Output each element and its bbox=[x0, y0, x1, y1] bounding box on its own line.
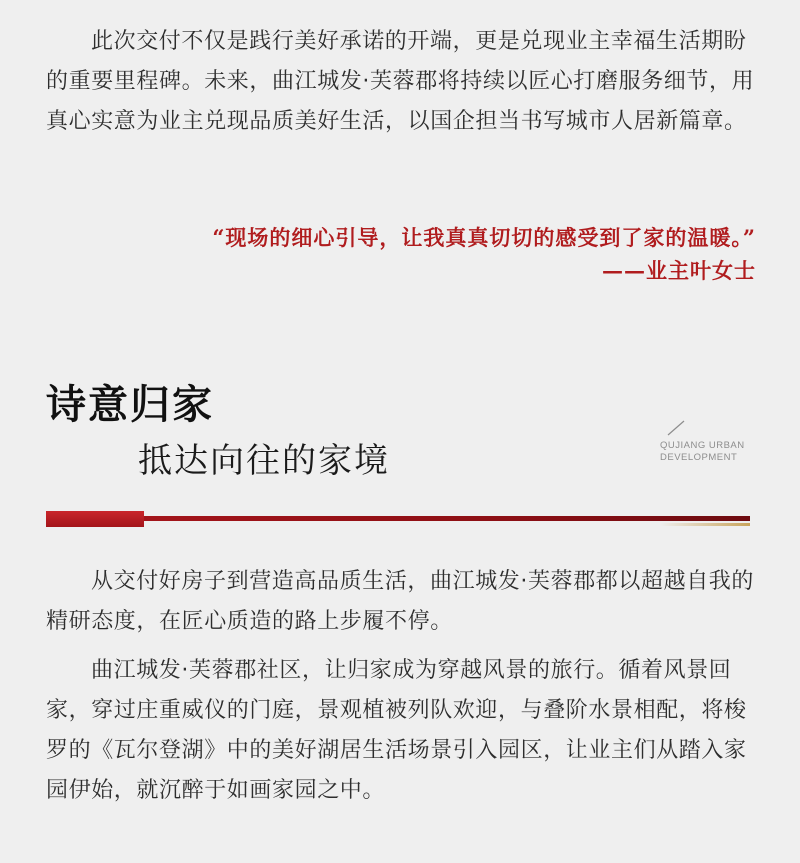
slash-icon bbox=[666, 420, 686, 436]
section-subtitle: 抵达向往的家境 bbox=[138, 441, 390, 481]
intro-paragraph: 此次交付不仅是践行美好承诺的开端，更是兑现业主幸福生活期盼的重要里程碑。未来，曲江城发·芙蓉郡将持续以匠心打磨服务细节，用真心实意为业主兑现品质美好生活，以国企担当书写城市人居新篇章。 bbox=[46, 29, 755, 134]
brand-text bbox=[660, 440, 745, 464]
divider-line bbox=[144, 516, 750, 521]
body-paragraph-1: 从交付好房子到营造高品质生活，曲江城发·芙蓉郡都以超越自我的精研态度，在匠心质造的路上步履不停。 bbox=[46, 569, 754, 634]
section-divider bbox=[46, 511, 750, 527]
body-paragraph-2: 曲江城发·芙蓉郡社区，让归家成为穿越风景的旅行。循着风景回家，穿过庄重威仪的门庭，景观植被列队欢迎，与叠阶水景相配，将梭罗的《瓦尔登湖》中的美好湖居生活场景引入园区，让业主们从踏入家园伊始，就沉醉于如画家园之中。 bbox=[46, 658, 747, 803]
brand-line-2: DEVELOPMENT bbox=[660, 452, 738, 463]
divider-block bbox=[46, 511, 144, 527]
brand-line-1: QUJIANG URBAN bbox=[660, 440, 745, 451]
owner-quote: “现场的细心引导，让我真真切切的感受到了家的温暖。” bbox=[212, 225, 756, 250]
section-title: 诗意归家 bbox=[46, 382, 214, 428]
quote-author: ——业主叶女士 bbox=[602, 258, 756, 283]
divider-gold-accent bbox=[660, 523, 750, 526]
